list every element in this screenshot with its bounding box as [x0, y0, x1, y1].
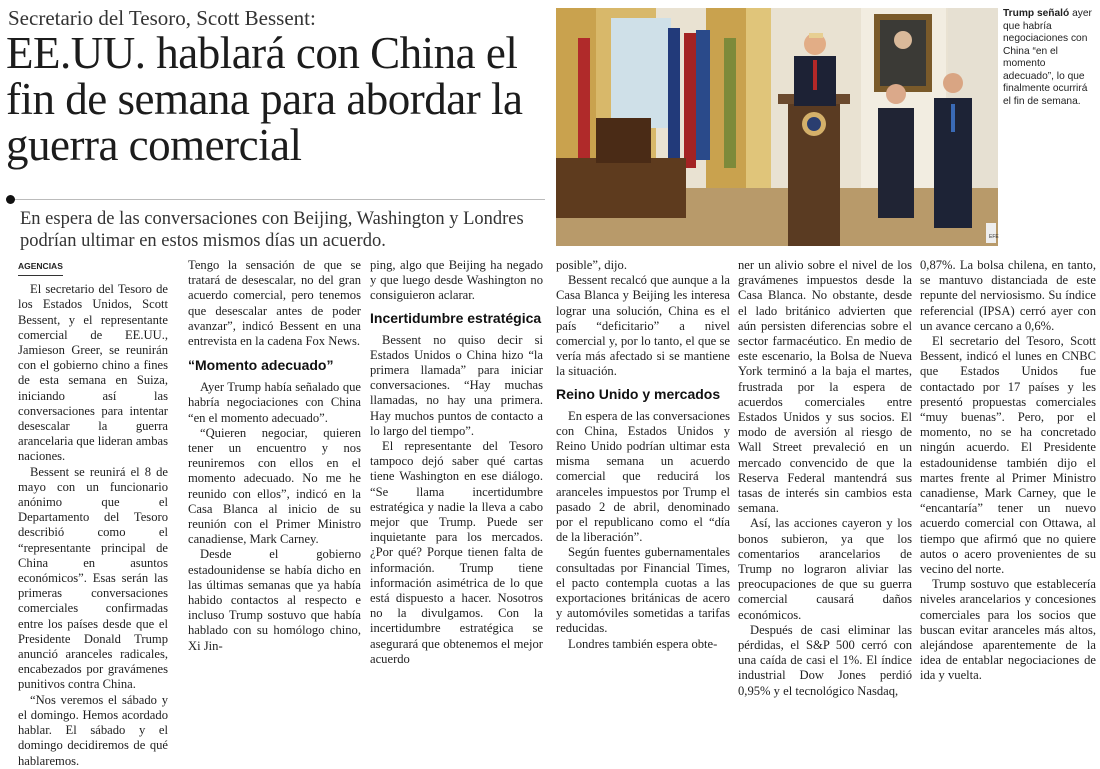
paragraph: Bessent no quiso decir si Estados Unidos o China hizo “la primera llamada” para iniciar conversaciones. “Hay muchas llamadas, no hay una primera. Hay muchos puntos de contacto a lo largo del tiempo”. [370, 332, 543, 438]
divider-rule [10, 199, 545, 200]
paragraph: Bessent recalcó que aunque a la Casa Blanca y Beijing les interesa lograr una solución, China es el país “deficitario” a nivel comercial y, por lo tanto, el que se vería más afectado si se mantiene la situación. [556, 273, 730, 379]
paragraph: Desde el gobierno estadounidense se había dicho en las últimas semanas que ya había habido contactos al respecto e incluso Trump sostuvo que había hablado con su homólogo chino, Xi Jin- [188, 547, 361, 653]
column-6 [920, 258, 1096, 684]
paragraph: El secretario del Tesoro, Scott Bessent, indicó el lunes en CNBC que Estados Unidos fue contactado por 17 países y les presentó propuestas comerciales “muy buenas”. Pero, por el momento, no se ha concretado ningún acuerdo. El Presidente estadounidense también dijo el martes frente al Primer Ministro canadiense, Mark Carney, que le “encantaría” tener un nuevo acuerdo comercial con Ottawa, al tiempo que afirmó que no quiere autos o acero provenientes de su vecino del norte. [920, 334, 1096, 577]
paragraph: Trump sostuvo que establecería niveles arancelarios y concesiones comerciales para los socios que buscan evitar aranceles más altos, alejándose aparentemente de la idea de entablar negociaciones de ida y vuelta. [920, 577, 1096, 683]
paragraph: posible”, dijo. [556, 258, 628, 272]
caption-text: ayer que habría negociaciones con China “en el momento adecuado”, lo que finalmente ocurrirá el fin de semana. [1003, 8, 1092, 107]
column-5 [738, 258, 912, 699]
paragraph: El representante del Tesoro tampoco dejó saber qué cartas tiene Washington en ese diálogo. “Se llama incertidumbre estratégica y nadie la lleva a cabo mejor que Trump. Puede ser inquietante para los mercados. ¿Por qué? Porque tienen falta de información. Trump tiene información asimétrica de lo que está dispuesto a hacer. Nosotros no la divulgamos. Con la incertidumbre estratégica se asegurará que obtenemos el mejor acuerdo [370, 439, 543, 666]
caption-lead: Trump señaló [1003, 8, 1070, 19]
paragraph: ping, algo que Beijing ha negado y que luego desde Washington no consiguieron aclarar. [370, 258, 543, 303]
paragraph: Londres también espera obte- [568, 636, 718, 651]
subheading-incertidumbre: Incertidumbre estratégica [370, 309, 542, 326]
paragraph: “Nos veremos el sábado y el domingo. Hemos acordado hablar. El sábado y el domingo decidiremos de qué hablaremos. [18, 692, 168, 768]
paragraph: 0,87%. La bolsa chilena, en tanto, se mantuvo distanciada de este repunte del nerviosismo. Su índice referencial (IPSA) cerró ayer con un avance cercano a 0,6%. [920, 258, 1096, 333]
photo-caption [1003, 8, 1095, 108]
paragraph: Ayer Trump había señalado que habría negociaciones con China “en el momento adecuado”. [188, 380, 361, 425]
paragraph: El secretario del Tesoro de los Estados Unidos, Scott Bessent, y el representante comercial de EE.UU., Jamieson Greer, se reunirán con el gobierno chino a fines de esta semana en Suiza, iniciando así las conversaciones para intentar desescalar la guerra arancelaria que lideran ambas naciones. [18, 282, 168, 464]
headline: EE.UU. hablará con China el fin de semana para abordar la guerra comercial [6, 28, 523, 170]
column-1 [18, 258, 168, 769]
section-label: AGENCIAS [18, 259, 63, 276]
column-3 [370, 258, 543, 667]
subheading-reino-unido: Reino Unido y mercados [556, 385, 721, 402]
paragraph: Bessent se reunirá el 8 de mayo con un funcionario anónimo que el Departamento del Tesoro describió como el “representante principal de China en asuntos económicos”. Esas serán las primeras conversaciones comerciales confirmadas entre los países desde que el Presidente Donald Trump anunció aranceles radicales, encabezados por gravámenes punitivos contra China. [18, 464, 168, 692]
paragraph: ner un alivio sobre el nivel de los gravámenes impuestos desde la Casa Blanca. No obstante, desde el lado británico advierten que aún persisten diferencias sobre el sector farmacéutico. En medio de este escenario, la Bolsa de Nueva York terminó a la baja el martes, frustrada por la espera de acuerdos comerciales entre Estados Unidos y sus socios. El modo de aversión al riesgo de Wall Street prevaleció en un mercado convencido de que la Reserva Federal mantendrá sus tasas de interés sin cambios esta semana. [738, 258, 912, 516]
paragraph: Así, las acciones cayeron y los bonos subieron, ya que los comentarios arancelarios de Trump no lograron aliviar las preocupaciones de que su guerra comercial causará daños económicos. [738, 516, 912, 622]
subhead: En espera de las conversaciones con Beijing, Washington y Londres podrían ultimar en estos mismos días un acuerdo. [20, 209, 524, 251]
subheading-momento: “Momento adecuado” [188, 357, 334, 374]
column-4 [556, 258, 730, 652]
photo-credit: EFE [989, 234, 999, 240]
paragraph: En espera de las conversaciones con China, Estados Unidos y Reino Unido podrían ultimar esta misma semana un acuerdo comercial que reducirá los aranceles impuestos por Trump el pasado 2 de abril, denominado por el republicano como el “día de la liberación”. [556, 408, 730, 545]
news-photo [556, 8, 998, 246]
kicker: Secretario del Tesoro, Scott Bessent: [8, 6, 316, 30]
column-2 [188, 258, 361, 654]
oval-office-illustration [556, 8, 998, 246]
paragraph: Después de casi eliminar las pérdidas, el S&P 500 cerró con una caída de casi el 1%. El índice industrial Dow Jones perdió 0,95% y el tecnológico Nasdaq, [738, 622, 912, 698]
paragraph: Tengo la sensación de que se tratará de desescalar, no del gran acuerdo comercial, pero tenemos que desescalar antes de poder avanzar”, indicó Bessent en una entrevista en la cadena Fox News. [188, 258, 361, 349]
paragraph: “Quieren negociar, quieren tener un encuentro y nos reuniremos con ellos en el momento adecuado. No me he reunido con ellos”, indicó en la Casa Blanca al inicio de su reunión con el Primer Ministro canadiense, Mark Carney. [188, 425, 361, 547]
bullet-dot [6, 195, 15, 204]
paragraph: Según fuentes gubernamentales consultadas por Financial Times, el pacto contempla cuotas a las exportaciones británicas de acero y automóviles sometidas a tarifas reducidas. [556, 545, 730, 636]
